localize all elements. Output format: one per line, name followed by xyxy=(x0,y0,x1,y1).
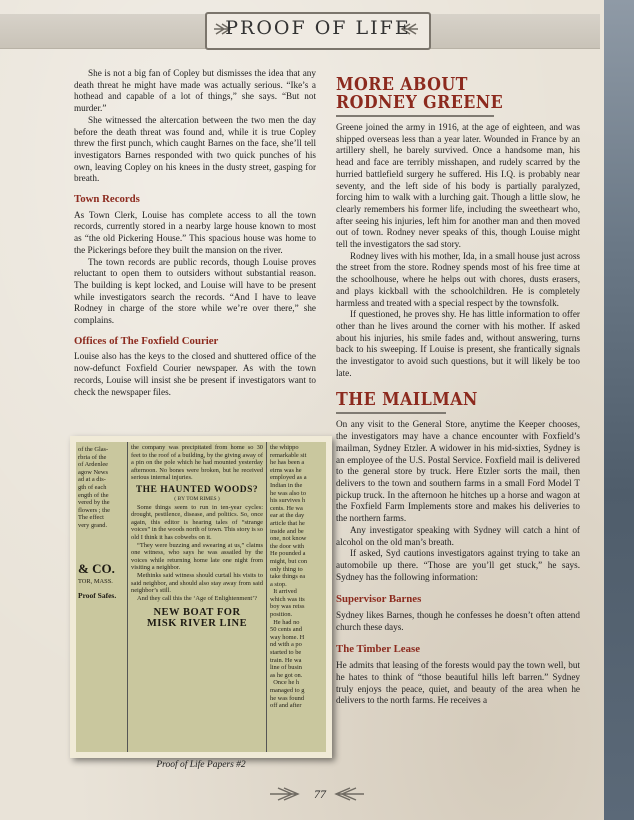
clipping-ad-text: Proof Safes. xyxy=(78,592,117,600)
paragraph: She witnessed the altercation between the two men the day before the death threat was found and, while it is true Copley threw the first punch, which caught Barnes on the face, she’ll tell investigators Barnes responded with two quick punches of his own, leaving Copley on his knees in the dusty street, gasping for breath. xyxy=(74,114,316,184)
newspaper-clipping xyxy=(70,436,332,758)
paragraph: On any visit to the General Store, anytime the Keeper chooses, the investigators may have a chance encounter with Foxfield’s mailman, Sydney Etzler. A widower in his mid-sixties, Sydney is an employee of the U.S. Postal Service. Foxfield mail is delivered to the general store by truck. Here Etzler sorts the mail, then delivers to the town and southern farms in a small Ford Model T pickup truck. In the afternoon he hitches up a horse and wagon at the Foxfield Farm Implements store and makes his deliveries to the northern farms. xyxy=(336,419,580,524)
clipping-ad-text: TOR, MASS. xyxy=(78,578,113,585)
heading-rule xyxy=(336,115,494,117)
clipping-headline: THE HAUNTED WOODS? xyxy=(135,484,259,495)
paragraph: If asked, Syd cautions investigators against trying to take an automobile up there. “Those are you’ll get stuck,” he says. Sydney has the following information: xyxy=(336,548,580,582)
clipping-paper xyxy=(76,442,326,752)
heading-timber-lease: The Timber Lease xyxy=(336,643,420,656)
heading-town-records: Town Records xyxy=(74,193,140,206)
clipping-text: the company was precipitated from home so 30 feet to the roof of a building, by the giving away of a pin on the pole which he had mounted yesterday afternoon. No bones were broken, but he received serious internal injuries. xyxy=(131,444,263,482)
clipping-column-1: of the Glas- rbria of the of Ardenlee agow News ad at a dis- gth of each ength of the vered by the flowers ; the The effect very grand. xyxy=(78,446,110,529)
heading-more-about: MORE ABOUT xyxy=(336,74,468,95)
clipping-headline: MISK RIVER LINE xyxy=(146,618,248,630)
heading-rule xyxy=(336,412,446,414)
clipping-column-2 xyxy=(131,444,263,749)
paragraph: She is not a big fan of Copley but dismisses the idea that any death threat he might have made was actually serious. “Ike’s a hothead and capable of a lot of things,” she says. “But not murder.” xyxy=(74,68,316,114)
clipping-text: Some things seem to run in ten-year cycles: drought, pestilence, disease, and politics. So, once again, this editor is hearing tales of “strange voices” in the woods north of town. This story is so old I think it has cobwebs on it. xyxy=(131,503,263,541)
heading-courier-offices: Offices of The Foxfield Courier xyxy=(74,334,219,347)
clipping-byline: ( BY TOM RIMES ) xyxy=(174,495,220,502)
paragraph: Louise also has the keys to the closed and shuttered office of the now-defunct Foxfield Courier newspaper. As with the town records, Louise will insist she be present if investigators want to check the newspaper files. xyxy=(74,351,316,397)
paragraph: He admits that leasing of the forests would pay the town well, but he hates to think of “those beautiful hills left barren.” Sydney truly enjoys the peace, quiet, and beauty of the area when he delivers to the north farms. He receives a xyxy=(336,660,580,706)
paragraph: Greene joined the army in 1916, at the age of eighteen, and was shipped overseas less than a year later. Wounded in France by an artillery shell, he barely survived. Once a handsome man, his head and face are terribly misshapen, and rudely scarred by the hurried battlefield surgery he suffered. His I.Q. is probably near seventy, and the left side of his body is partially paralyzed, forcing him to walk with a lurching gait. Though a little slow, he clearly remembers his former life, including the sweetheart who, after seeing his injuries, left him for another man and then moved out of town. Rodney never speaks of this, though Louise might tell the investigators the sad story. xyxy=(336,122,580,250)
paragraph: Any investigator speaking with Sydney will catch a hint of alcohol on the old man’s breath. xyxy=(336,524,580,547)
clipping-text: Methinks said witness should curtail his visits to said neighbor, and should also stay away from said neighbor’s still. xyxy=(131,571,263,595)
clipping-ad-title: & CO. xyxy=(78,562,115,576)
paragraph: Sydney likes Barnes, though he confesses he doesn’t often attend church these days. xyxy=(336,610,580,632)
clipping-column-3: the whippo remarkable sit he has been a eirns was he employed as a Indian in the he was also to his survives h cents. He wa ear at the day article that he inside and be one, not know the door with He pounded a might, but con only thing to take things ea a stop. It arrived which was its boy was reiss position. He had no 50 cents and way home. H nd with a po started to be train. He wa line of busin as he got on. Once he h managed to g he was found off and after xyxy=(270,444,308,710)
background-scenery xyxy=(604,0,634,820)
page-title: PROOF OF LIFE xyxy=(225,17,411,39)
clipping-text: “They were buzzing and swearing at us,” claims one witness, who says he was assailed by the voices while returning home late one night from visiting a neighbor. xyxy=(131,541,263,572)
paragraph: The town records are public records, though Louise proves reluctant to open them to outsiders without substantial reason. The building is kept locked, and Louise will have to be present while investigators search the records. “And I have to leave Rodney in charge of the store while we’re over there,” she complains. xyxy=(74,256,316,326)
column-divider xyxy=(266,442,267,752)
page-number: 77 xyxy=(314,787,326,801)
left-column xyxy=(74,68,316,398)
column-divider xyxy=(127,442,128,752)
right-column xyxy=(336,76,580,707)
clipping-headline: NEW BOAT FOR xyxy=(153,607,241,619)
clipping-caption: Proof of Life Papers #2 xyxy=(156,760,246,770)
paragraph: If questioned, he proves shy. He has little information to offer other than he lives around the corner with his mother. If asked about his injuries, his smile fades and, without answering, turns back to his sweeping. If Louise is present, she frantically signals the investigator to avoid such questions, but it will likely be too late. xyxy=(336,309,580,378)
paragraph: As Town Clerk, Louise has complete access to all the town records, currently stored in a nearby large house known to most as “the old Pickering House.” This spacious house was home to the Pickerings before they built the mansion on the river. xyxy=(74,209,316,255)
paragraph: Rodney lives with his mother, Ida, in a small house just across the street from the store. Rodney spends most of his free time at the schoolhouse, where he helps out with chores, dusts erasers, and plays kickball with the schoolchildren. He is completely harmless and treated with a special respect by the townsfolk. xyxy=(336,250,580,308)
clipping-text: And they call this the ‘Age of Enlightenment’? xyxy=(137,594,258,602)
heading-supervisor-barnes: Supervisor Barnes xyxy=(336,593,422,606)
heading-rodney-greene: RODNEY GREENE xyxy=(336,92,504,113)
heading-the-mailman: THE MAILMAN xyxy=(336,389,478,411)
